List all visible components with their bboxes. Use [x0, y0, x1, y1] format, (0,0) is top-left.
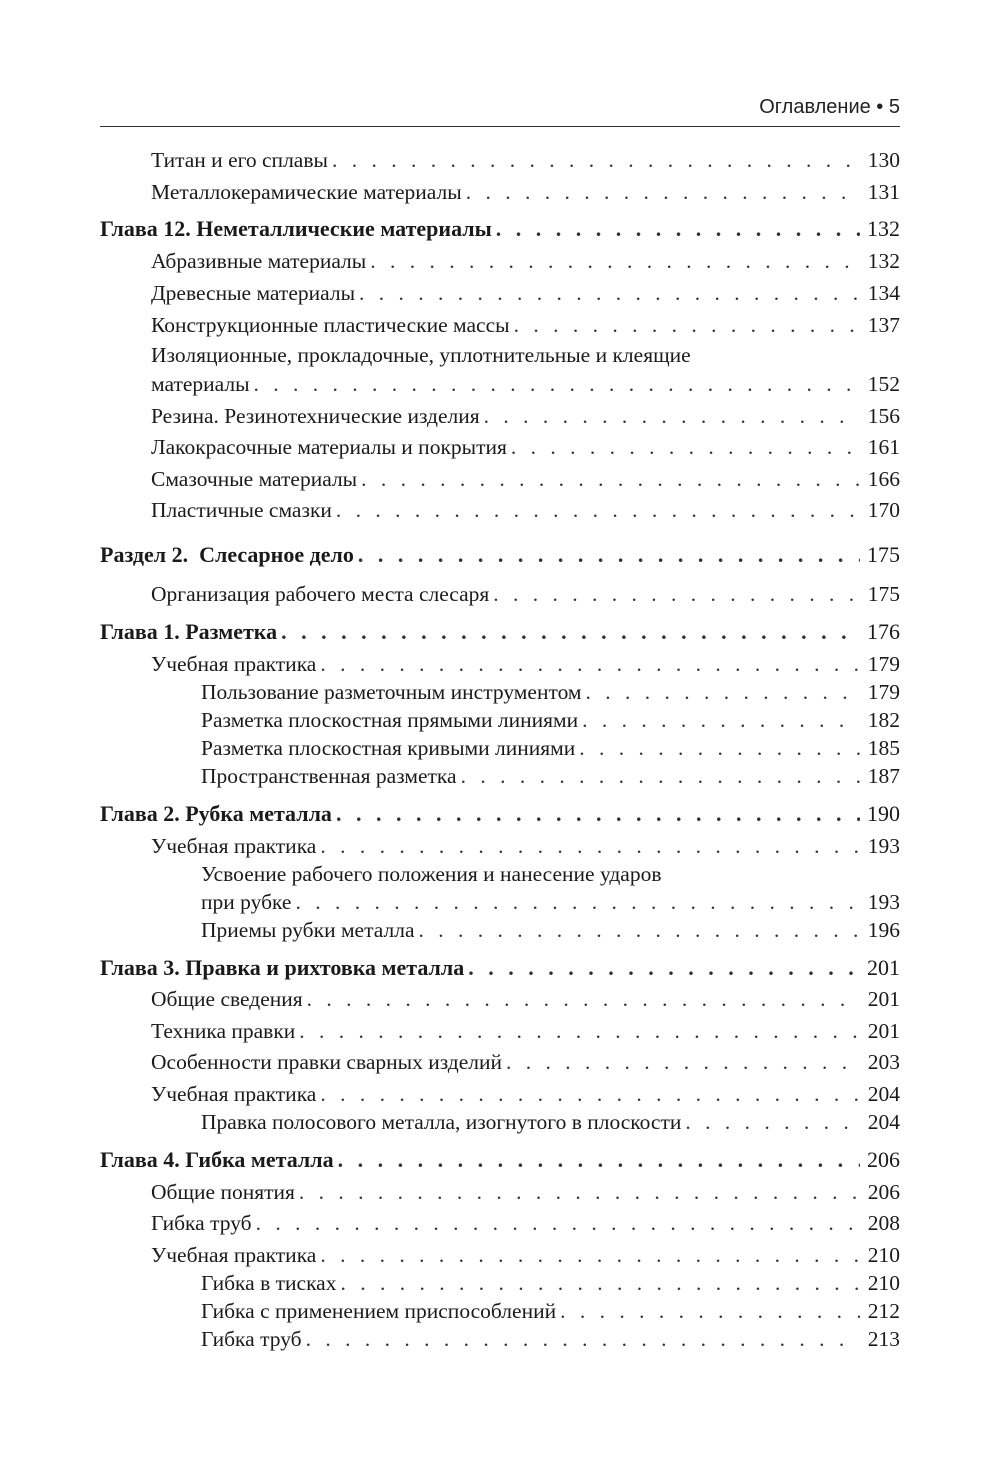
toc-entry-title: Гибка труб — [151, 1211, 252, 1235]
toc-page-number: 176 — [867, 619, 900, 644]
dot-leader — [254, 371, 860, 397]
toc-entry[interactable] — [151, 312, 900, 338]
toc-entry-title: Резина. Резинотехнические изделия — [151, 404, 480, 428]
toc-subentry[interactable] — [201, 1109, 900, 1135]
dot-leader — [336, 497, 860, 523]
toc-subentry[interactable] — [201, 679, 900, 705]
toc-page-number: 203 — [867, 1050, 900, 1074]
toc-page-number: 175 — [867, 542, 900, 567]
dot-leader — [358, 542, 860, 568]
toc-entry[interactable] — [151, 371, 900, 397]
toc-page-number: 193 — [867, 834, 900, 858]
toc-page-number: 134 — [867, 281, 900, 305]
toc-entry[interactable] — [151, 1179, 900, 1205]
toc-subentry[interactable] — [201, 1270, 900, 1296]
dot-leader — [496, 216, 860, 242]
dot-leader — [461, 763, 860, 789]
toc-entry[interactable] — [151, 403, 900, 429]
toc-entry-title: Глава 3. Правка и рихтовка металла — [100, 955, 465, 980]
toc-entry[interactable] — [151, 434, 900, 460]
dot-leader — [466, 179, 860, 205]
toc-page-number: 179 — [867, 680, 900, 704]
toc-entry-title: Правка полосового металла, изогнутого в плоскости — [201, 1110, 682, 1134]
toc-entry-title: Абразивные материалы — [151, 249, 367, 273]
toc-entry-title: Учебная практика — [151, 1243, 317, 1267]
toc-page-number: 161 — [867, 435, 900, 459]
toc-entry-title: Смазочные материалы — [151, 467, 358, 491]
toc-page-number: 201 — [867, 955, 900, 980]
toc-page-number: 170 — [867, 498, 900, 522]
dot-leader — [484, 403, 860, 429]
toc-entry[interactable] — [151, 179, 900, 205]
toc-entry[interactable] — [151, 497, 900, 523]
dot-leader — [419, 917, 861, 943]
toc-entry[interactable] — [151, 651, 900, 677]
dot-leader — [493, 581, 860, 607]
toc-entry-title: Гибка труб — [201, 1327, 302, 1351]
dot-leader — [306, 1326, 860, 1352]
toc-page-number: 201 — [867, 987, 900, 1011]
toc-entry-title: Глава 4. Гибка металла — [100, 1147, 334, 1172]
toc-page-number: 201 — [867, 1019, 900, 1043]
toc-chapter-heading[interactable] — [100, 801, 900, 827]
toc-entry-title-line2: при рубке — [201, 890, 292, 914]
toc-entry-title: Пластичные смазки — [151, 498, 332, 522]
dot-leader — [685, 1109, 860, 1135]
toc-page-number: 193 — [867, 890, 900, 914]
toc-subentry[interactable] — [201, 917, 900, 943]
dot-leader — [560, 1298, 860, 1324]
toc-entry-title: Конструкционные пластические массы — [151, 313, 510, 337]
toc-entry-title: Пользование разметочным инструментом — [201, 680, 582, 704]
toc-entry-title: Раздел 2. Слесарное дело — [100, 542, 354, 567]
toc-entry[interactable] — [151, 581, 900, 607]
toc-entry-title: Разметка плоскостная кривыми линиями — [201, 736, 576, 760]
toc-page-number: 152 — [867, 372, 900, 396]
toc-entry[interactable] — [151, 1081, 900, 1107]
running-title: Оглавление • 5 — [759, 96, 900, 118]
toc-entry[interactable] — [151, 986, 900, 1012]
toc-entry[interactable] — [151, 1049, 900, 1075]
toc-chapter-heading[interactable] — [100, 216, 900, 242]
toc-entry-title: Общие сведения — [151, 987, 303, 1011]
toc-entry[interactable] — [151, 1242, 900, 1268]
toc-entry[interactable] — [151, 466, 900, 492]
toc-entry-title: Разметка плоскостная прямыми линиями — [201, 708, 579, 732]
toc-entry[interactable] — [151, 147, 900, 173]
toc-chapter-heading[interactable] — [100, 619, 900, 645]
toc-entry-title: Древесные материалы — [151, 281, 356, 305]
toc-subentry[interactable] — [201, 1326, 900, 1352]
toc-page-number: 204 — [867, 1082, 900, 1106]
dot-leader — [320, 833, 860, 859]
running-header — [100, 92, 900, 127]
toc-entry-title: Глава 12. Неметаллические материалы — [100, 216, 492, 241]
toc-page-number: 213 — [867, 1327, 900, 1351]
toc-page-number: 206 — [867, 1180, 900, 1204]
dot-leader — [299, 1018, 860, 1044]
dot-leader — [256, 1210, 860, 1236]
dot-leader — [307, 986, 860, 1012]
toc-subentry[interactable] — [201, 1298, 900, 1324]
dot-leader — [281, 619, 860, 645]
toc-entry-title: Учебная практика — [151, 652, 317, 676]
dot-leader — [295, 889, 860, 915]
toc-entry-title: Общие понятия — [151, 1180, 295, 1204]
dot-leader — [359, 280, 860, 306]
dot-leader — [361, 466, 860, 492]
dot-leader — [338, 1147, 860, 1173]
toc-entry-title: Глава 1. Разметка — [100, 619, 278, 644]
toc-entry-title-line2: материалы — [151, 372, 250, 396]
toc-entry-title: Титан и его сплавы — [151, 148, 328, 172]
toc-page-number: 187 — [867, 764, 900, 788]
toc-entry-title: Учебная практика — [151, 834, 317, 858]
toc-page-number: 131 — [867, 180, 900, 204]
toc-entry-title: Учебная практика — [151, 1082, 317, 1106]
toc-page-number: 206 — [867, 1147, 900, 1172]
dot-leader — [336, 801, 860, 827]
toc-page-number: 204 — [867, 1110, 900, 1134]
dot-leader — [511, 434, 860, 460]
toc-page-number: 190 — [867, 801, 900, 826]
dot-leader — [514, 312, 860, 338]
toc-entry[interactable] — [151, 833, 900, 859]
toc-entry-title: Пространственная разметка — [201, 764, 457, 788]
toc-entry-title: Металлокерамические материалы — [151, 180, 462, 204]
toc-subentry[interactable] — [201, 889, 900, 915]
toc-page-number: 132 — [867, 216, 900, 241]
toc-page-number: 196 — [867, 918, 900, 942]
toc-entry-title: Гибка с применением приспособлений — [201, 1299, 557, 1323]
toc-page-number: 156 — [867, 404, 900, 428]
toc-entry[interactable] — [151, 1210, 900, 1236]
toc-subentry[interactable] — [201, 735, 900, 761]
toc-entry-title: Гибка в тисках — [201, 1271, 337, 1295]
toc-page-number: 208 — [867, 1211, 900, 1235]
dot-leader — [340, 1270, 860, 1296]
toc-entry-title-line1: Изоляционные, прокладочные, уплотнительные и клеящие — [151, 343, 691, 367]
dot-leader — [579, 735, 860, 761]
toc-entry[interactable] — [151, 248, 900, 274]
dot-leader — [370, 248, 860, 274]
toc-chapter-heading[interactable] — [100, 955, 900, 981]
toc-page-number: 212 — [867, 1299, 900, 1323]
toc-entry-title: Организация рабочего места слесаря — [151, 582, 490, 606]
dot-leader — [320, 1081, 860, 1107]
toc-subentry[interactable] — [201, 763, 900, 789]
toc-page-number: 130 — [867, 148, 900, 172]
toc-page-number: 166 — [867, 467, 900, 491]
dot-leader — [320, 1242, 860, 1268]
toc-entry-title: Лакокрасочные материалы и покрытия — [151, 435, 507, 459]
toc-subentry[interactable] — [201, 707, 900, 733]
toc-entry-title: Техника правки — [151, 1019, 296, 1043]
toc-page-number: 179 — [867, 652, 900, 676]
toc-page-number: 185 — [867, 736, 900, 760]
toc-page-number: 132 — [867, 249, 900, 273]
dot-leader — [468, 955, 860, 981]
toc-page-number: 175 — [867, 582, 900, 606]
toc-page-number: 210 — [867, 1271, 900, 1295]
toc-entry[interactable] — [151, 280, 900, 306]
toc-page-number: 137 — [867, 313, 900, 337]
dot-leader — [299, 1179, 860, 1205]
toc-entry-title: Глава 2. Рубка металла — [100, 801, 332, 826]
toc-entry-title: Приемы рубки металла — [201, 918, 415, 942]
dot-leader — [582, 707, 860, 733]
toc-page-number: 182 — [867, 708, 900, 732]
toc-chapter-heading[interactable] — [100, 1147, 900, 1173]
dot-leader — [586, 679, 860, 705]
toc-entry-title: Особенности правки сварных изделий — [151, 1050, 503, 1074]
dot-leader — [332, 147, 860, 173]
toc-entry-title-line1: Усвоение рабочего положения и нанесение ударов — [201, 862, 662, 886]
toc-section-heading[interactable] — [100, 542, 900, 568]
toc-page-number: 210 — [867, 1243, 900, 1267]
toc-entry[interactable] — [151, 1018, 900, 1044]
dot-leader — [320, 651, 860, 677]
dot-leader — [506, 1049, 860, 1075]
